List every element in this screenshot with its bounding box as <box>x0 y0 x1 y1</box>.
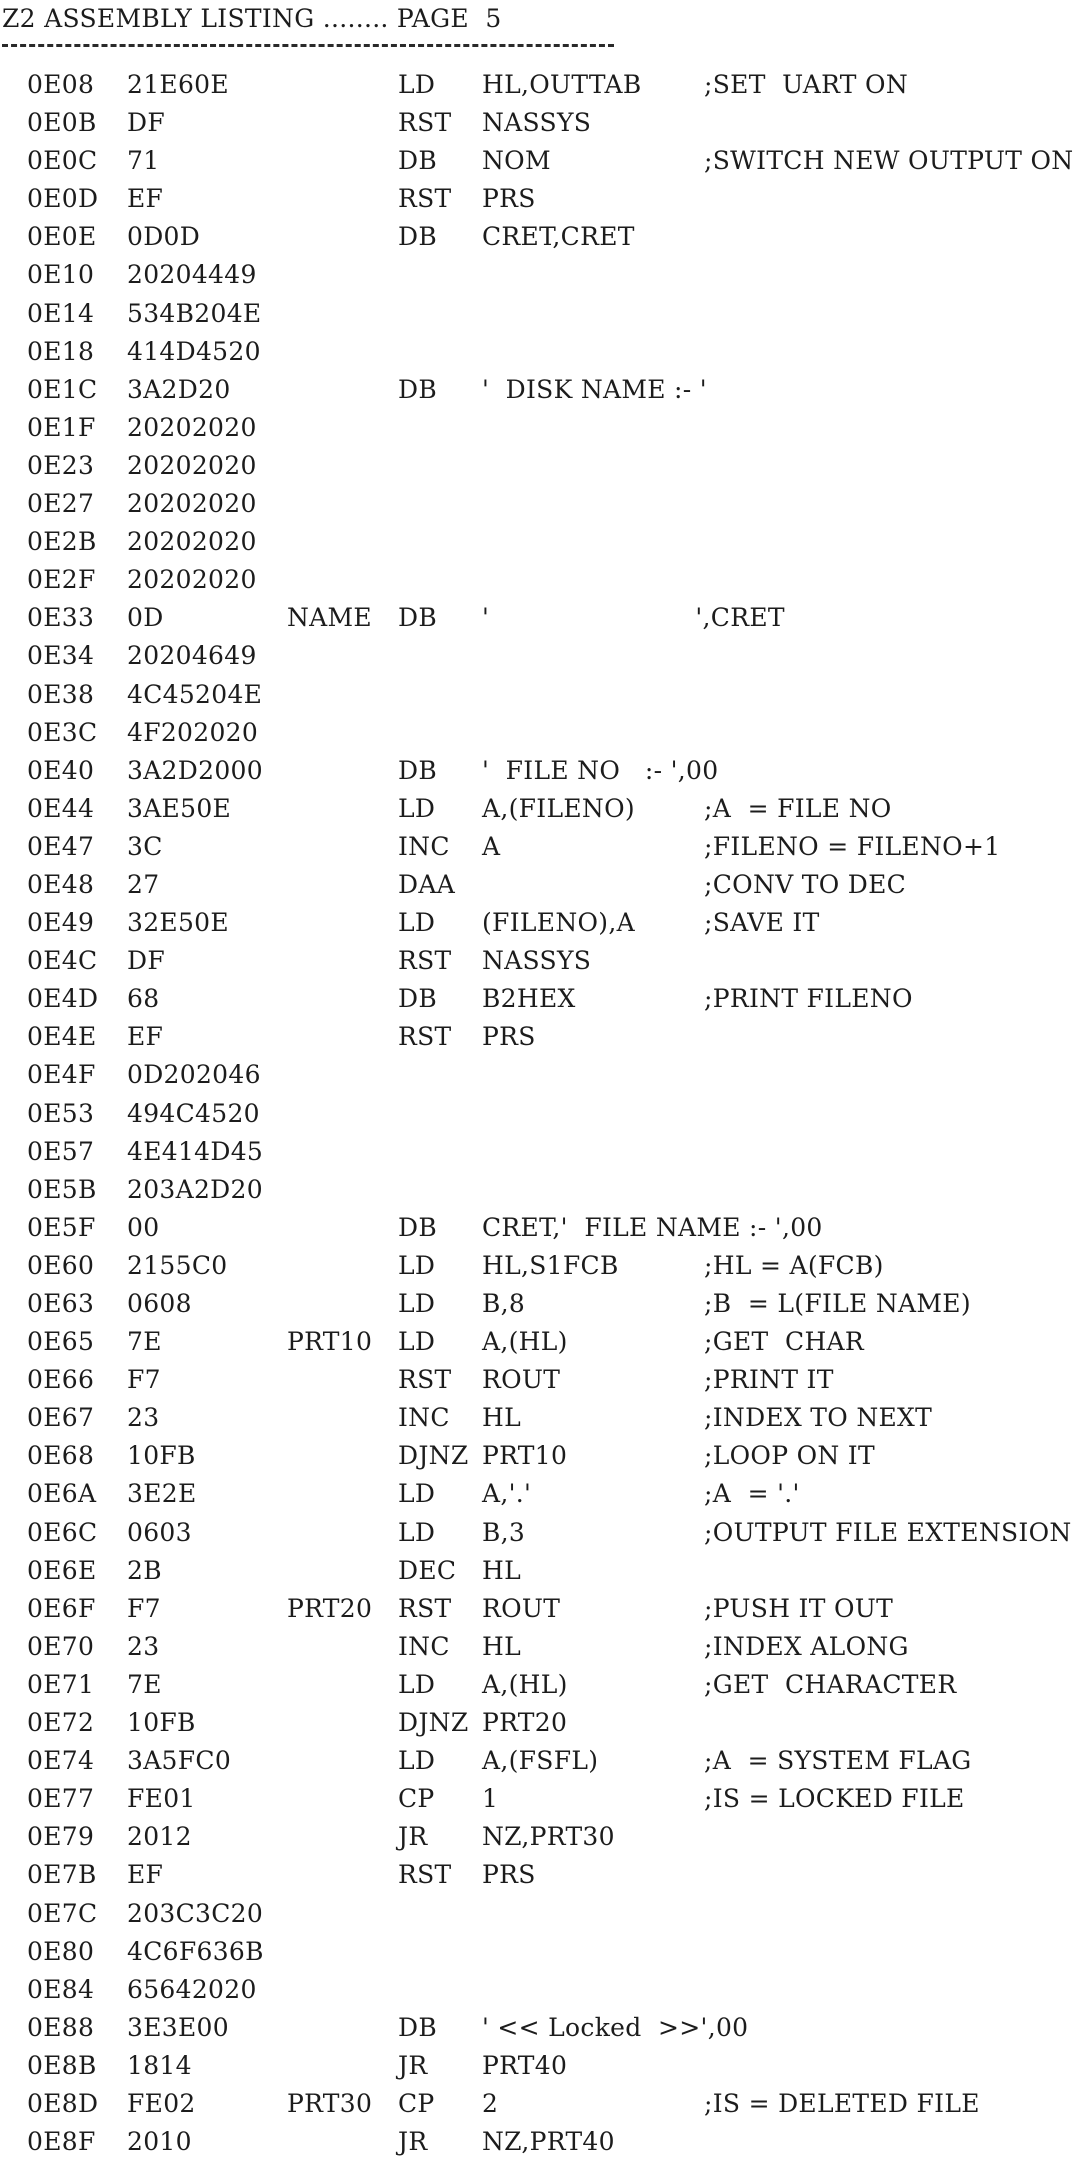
line-operand: NASSYS <box>482 108 592 138</box>
line-operand: A,(FSFL) <box>482 1746 599 1776</box>
line-address: 0E84 <box>27 1974 95 2004</box>
line-address: 0E34 <box>27 641 95 671</box>
line-mnemonic: DAA <box>398 869 456 899</box>
line-object-code: 0608 <box>127 1289 192 1318</box>
line-operand: HL,S1FCB <box>482 1250 619 1280</box>
line-object-code: 3A2D20 <box>127 374 231 404</box>
line-object-code: 0D0D <box>127 222 201 252</box>
line-operand: A,(HL) <box>482 1669 568 1699</box>
line-address: 0E6C <box>27 1517 98 1547</box>
line-object-code: 23 <box>127 1631 160 1661</box>
line-operand: NASSYS <box>482 946 592 976</box>
line-operand: HL <box>482 1631 522 1661</box>
listing-line <box>0 523 1088 561</box>
line-label: NAME <box>287 603 372 633</box>
line-address: 0E88 <box>27 2012 95 2042</box>
listing-line <box>0 1628 1088 1666</box>
line-address: 0E38 <box>27 679 95 709</box>
line-comment: ;OUTPUT FILE EXTENSION <box>704 1517 1072 1547</box>
line-comment: ;SWITCH NEW OUTPUT ON <box>704 146 1074 176</box>
listing-line <box>0 866 1088 904</box>
line-mnemonic: LD <box>398 1250 436 1280</box>
line-operand: NOM <box>482 146 551 176</box>
listing-line <box>0 1971 1088 2009</box>
listing-line <box>0 1590 1088 1628</box>
line-mnemonic: LD <box>398 1517 436 1547</box>
line-comment: ;PUSH IT OUT <box>704 1593 894 1623</box>
listing-line <box>0 218 1088 256</box>
line-operand: HL <box>482 1555 522 1585</box>
line-operand: PRS <box>482 1860 536 1890</box>
listing-line <box>0 66 1088 104</box>
line-object-code: 0603 <box>127 1517 192 1547</box>
line-object-code: 20204449 <box>127 260 257 290</box>
line-address: 0E0D <box>27 184 99 214</box>
line-address: 0E27 <box>27 489 95 519</box>
line-operand: B2HEX <box>482 984 576 1014</box>
line-comment: ;SAVE IT <box>704 908 820 938</box>
line-mnemonic: DJNZ <box>398 1708 469 1738</box>
line-address: 0E63 <box>27 1289 95 1318</box>
line-address: 0E74 <box>27 1746 95 1776</box>
listing-line <box>0 1095 1088 1133</box>
line-operand: (FILENO),A <box>482 908 635 938</box>
line-address: 0E53 <box>27 1098 95 1128</box>
listing-line <box>0 485 1088 523</box>
listing-line <box>0 1742 1088 1780</box>
listing-line <box>0 1209 1088 1247</box>
listing-line <box>0 1399 1088 1437</box>
line-address: 0E10 <box>27 260 95 290</box>
line-object-code: 3E2E <box>127 1479 197 1509</box>
line-operand: ROUT <box>482 1365 561 1395</box>
line-comment: ;IS = DELETED FILE <box>704 2088 980 2118</box>
assembly-listing <box>0 66 1088 2161</box>
listing-line <box>0 1818 1088 1856</box>
line-address: 0E5F <box>27 1212 96 1242</box>
line-mnemonic: LD <box>398 908 436 938</box>
line-object-code: 3C <box>127 831 163 861</box>
listing-line <box>0 561 1088 599</box>
line-operand: B,3 <box>482 1517 526 1547</box>
line-comment: ;INDEX TO NEXT <box>704 1403 933 1433</box>
line-object-code: 3A2D2000 <box>127 755 263 785</box>
line-comment: ;A = SYSTEM FLAG <box>704 1746 972 1776</box>
line-address: 0E67 <box>27 1403 95 1433</box>
listing-line <box>0 2009 1088 2047</box>
line-object-code: 00 <box>127 1212 160 1242</box>
line-object-code: F7 <box>127 1593 161 1623</box>
listing-line <box>0 828 1088 866</box>
page-header: Z2 ASSEMBLY LISTING ........ PAGE 5 <box>2 4 502 33</box>
listing-line <box>0 1285 1088 1323</box>
line-object-code: EF <box>127 1860 164 1890</box>
line-object-code: 10FB <box>127 1441 196 1471</box>
listing-line <box>0 447 1088 485</box>
listing-line <box>0 1666 1088 1704</box>
line-object-code: 20202020 <box>127 412 257 442</box>
listing-line <box>0 2085 1088 2123</box>
line-operand: PRS <box>482 184 536 214</box>
line-operand: PRS <box>482 1022 536 1052</box>
listing-line <box>0 637 1088 675</box>
line-object-code: 3E3E00 <box>127 2012 229 2042</box>
line-address: 0E60 <box>27 1250 95 1280</box>
line-object-code: 65642020 <box>127 1974 257 2004</box>
line-object-code: 10FB <box>127 1708 196 1738</box>
line-mnemonic: LD <box>398 1479 436 1509</box>
line-object-code: FE02 <box>127 2088 196 2118</box>
line-object-code: EF <box>127 1022 164 1052</box>
line-address: 0E68 <box>27 1441 95 1471</box>
line-mnemonic: RST <box>398 1022 452 1052</box>
line-object-code: 27 <box>127 869 160 899</box>
listing-line <box>0 1933 1088 1971</box>
line-object-code: 7E <box>127 1669 162 1699</box>
line-mnemonic: DJNZ <box>398 1441 469 1471</box>
line-object-code: 4E414D45 <box>127 1136 264 1166</box>
line-mnemonic: LD <box>398 1289 436 1318</box>
line-address: 0E4D <box>27 984 99 1014</box>
line-operand: 1 <box>482 1784 499 1814</box>
line-mnemonic: DB <box>398 603 438 633</box>
line-address: 0E65 <box>27 1327 95 1357</box>
line-address: 0E6A <box>27 1479 97 1509</box>
line-object-code: 20204649 <box>127 641 257 671</box>
line-object-code: 4C6F636B <box>127 1936 264 1966</box>
line-address: 0E6E <box>27 1555 97 1585</box>
line-operand: NZ,PRT30 <box>482 1822 615 1852</box>
line-comment: ;PRINT IT <box>704 1365 834 1395</box>
line-object-code: 203C3C20 <box>127 1898 264 1928</box>
line-operand: CRET,CRET <box>482 222 635 252</box>
line-object-code: F7 <box>127 1365 161 1395</box>
line-address: 0E7C <box>27 1898 98 1928</box>
line-mnemonic: DB <box>398 984 438 1014</box>
listing-line <box>0 904 1088 942</box>
line-object-code: 0D <box>127 603 164 633</box>
listing-line <box>0 1018 1088 1056</box>
line-mnemonic: CP <box>398 1784 435 1814</box>
line-mnemonic: LD <box>398 1746 436 1776</box>
listing-line <box>0 1133 1088 1171</box>
listing-line <box>0 142 1088 180</box>
line-object-code: 203A2D20 <box>127 1174 263 1204</box>
line-object-code: 20202020 <box>127 527 257 557</box>
line-operand: B,8 <box>482 1289 526 1318</box>
listing-line <box>0 1361 1088 1399</box>
listing-line <box>0 295 1088 333</box>
line-mnemonic: INC <box>398 1631 450 1661</box>
line-mnemonic: DB <box>398 755 438 785</box>
line-object-code: FE01 <box>127 1784 196 1814</box>
listing-line <box>0 1704 1088 1742</box>
line-address: 0E1F <box>27 412 96 442</box>
line-operand: PRT10 <box>482 1441 568 1471</box>
line-object-code: 71 <box>127 146 160 176</box>
line-mnemonic: RST <box>398 1860 452 1890</box>
listing-line <box>0 599 1088 637</box>
line-label: PRT20 <box>287 1593 373 1623</box>
line-object-code: 20202020 <box>127 489 257 519</box>
line-address: 0E1C <box>27 374 98 404</box>
line-comment: ;A = '.' <box>704 1479 800 1509</box>
line-mnemonic: INC <box>398 1403 450 1433</box>
line-mnemonic: JR <box>398 2050 428 2080</box>
line-comment: ;GET CHARACTER <box>704 1669 957 1699</box>
line-address: 0E71 <box>27 1669 95 1699</box>
line-address: 0E77 <box>27 1784 95 1814</box>
line-mnemonic: JR <box>398 2127 428 2157</box>
line-label: PRT10 <box>287 1327 373 1357</box>
line-address: 0E8B <box>27 2050 97 2080</box>
listing-line <box>0 1247 1088 1285</box>
line-mnemonic: DB <box>398 1212 438 1242</box>
listing-line <box>0 1895 1088 1933</box>
line-address: 0E18 <box>27 336 95 366</box>
line-comment: ;PRINT FILENO <box>704 984 913 1014</box>
line-operand: ' ',CRET <box>482 603 785 633</box>
line-address: 0E66 <box>27 1365 95 1395</box>
listing-line <box>0 1780 1088 1818</box>
line-mnemonic: RST <box>398 184 452 214</box>
line-address: 0E5B <box>27 1174 97 1204</box>
line-address: 0E0C <box>27 146 98 176</box>
line-comment: ;LOOP ON IT <box>704 1441 875 1471</box>
listing-line <box>0 256 1088 294</box>
line-address: 0E48 <box>27 869 95 899</box>
line-mnemonic: INC <box>398 831 450 861</box>
line-comment: ;INDEX ALONG <box>704 1631 909 1661</box>
listing-line <box>0 1552 1088 1590</box>
listing-line <box>0 1437 1088 1475</box>
line-address: 0E70 <box>27 1631 95 1661</box>
line-mnemonic: RST <box>398 1365 452 1395</box>
line-operand: HL,OUTTAB <box>482 70 642 99</box>
line-address: 0E4C <box>27 946 98 976</box>
line-address: 0E8F <box>27 2127 96 2157</box>
listing-line <box>0 2047 1088 2085</box>
line-address: 0E8D <box>27 2088 99 2118</box>
line-address: 0E33 <box>27 603 95 633</box>
line-mnemonic: CP <box>398 2088 435 2118</box>
line-object-code: 32E50E <box>127 908 229 938</box>
line-operand: PRT20 <box>482 1708 568 1738</box>
listing-line <box>0 752 1088 790</box>
line-address: 0E6F <box>27 1593 96 1623</box>
listing-line <box>0 1514 1088 1552</box>
line-object-code: 534B204E <box>127 298 262 328</box>
line-object-code: EF <box>127 184 164 214</box>
line-address: 0E14 <box>27 298 95 328</box>
line-address: 0E7B <box>27 1860 97 1890</box>
listing-line <box>0 333 1088 371</box>
line-operand: ' FILE NO :- ',00 <box>482 755 719 785</box>
line-operand: 2 <box>482 2088 499 2118</box>
line-mnemonic: RST <box>398 108 452 138</box>
line-address: 0E44 <box>27 793 95 823</box>
line-address: 0E0B <box>27 108 97 138</box>
line-object-code: 3A5FC0 <box>127 1746 232 1776</box>
listing-line <box>0 1056 1088 1094</box>
line-comment: ;SET UART ON <box>704 70 908 99</box>
line-label: PRT30 <box>287 2088 373 2118</box>
listing-line <box>0 409 1088 447</box>
line-mnemonic: LD <box>398 793 436 823</box>
line-operand: A,(FILENO) <box>482 793 635 823</box>
line-operand: HL <box>482 1403 522 1433</box>
listing-line <box>0 790 1088 828</box>
line-address: 0E47 <box>27 831 95 861</box>
line-object-code: 2010 <box>127 2127 192 2157</box>
line-address: 0E40 <box>27 755 95 785</box>
line-object-code: 2155C0 <box>127 1250 228 1280</box>
line-object-code: 20202020 <box>127 450 257 480</box>
line-mnemonic: LD <box>398 1327 436 1357</box>
line-operand: ' DISK NAME :- ' <box>482 374 707 404</box>
line-address: 0E49 <box>27 908 95 938</box>
line-object-code: 23 <box>127 1403 160 1433</box>
line-mnemonic: DB <box>398 2012 438 2042</box>
line-operand: NZ,PRT40 <box>482 2127 615 2157</box>
line-object-code: DF <box>127 946 165 976</box>
listing-line <box>0 1323 1088 1361</box>
line-object-code: DF <box>127 108 165 138</box>
listing-line <box>0 104 1088 142</box>
line-address: 0E08 <box>27 70 95 99</box>
line-operand: A,'.' <box>482 1479 532 1509</box>
line-mnemonic: DB <box>398 146 438 176</box>
line-object-code: 3AE50E <box>127 793 232 823</box>
line-object-code: 0D202046 <box>127 1060 261 1090</box>
line-address: 0E4F <box>27 1060 96 1090</box>
line-address: 0E72 <box>27 1708 95 1738</box>
line-address: 0E0E <box>27 222 97 252</box>
line-comment: ;HL = A(FCB) <box>704 1250 884 1280</box>
line-object-code: 2012 <box>127 1822 192 1852</box>
line-address: 0E80 <box>27 1936 95 1966</box>
line-object-code: 2B <box>127 1555 162 1585</box>
line-address: 0E23 <box>27 450 95 480</box>
line-object-code: 4F202020 <box>127 717 259 747</box>
line-comment: ;B = L(FILE NAME) <box>704 1289 971 1318</box>
listing-line <box>0 1856 1088 1894</box>
line-operand: PRT40 <box>482 2050 568 2080</box>
listing-line <box>0 180 1088 218</box>
line-address: 0E2F <box>27 565 96 595</box>
line-address: 0E2B <box>27 527 97 557</box>
line-operand: CRET,' FILE NAME :- ',00 <box>482 1212 823 1242</box>
line-operand: ROUT <box>482 1593 561 1623</box>
line-mnemonic: LD <box>398 1669 436 1699</box>
line-comment: ;IS = LOCKED FILE <box>704 1784 965 1814</box>
listing-line <box>0 1171 1088 1209</box>
listing-line <box>0 942 1088 980</box>
line-object-code: 20202020 <box>127 565 257 595</box>
line-mnemonic: DEC <box>398 1555 457 1585</box>
line-object-code: 494C4520 <box>127 1098 260 1128</box>
line-operand: ' << Locked >>',00 <box>482 2012 749 2042</box>
listing-line <box>0 676 1088 714</box>
line-object-code: 7E <box>127 1327 162 1357</box>
line-mnemonic: RST <box>398 1593 452 1623</box>
line-mnemonic: DB <box>398 374 438 404</box>
listing-line <box>0 1475 1088 1513</box>
line-address: 0E3C <box>27 717 98 747</box>
line-comment: ;CONV TO DEC <box>704 869 907 899</box>
line-object-code: 4C45204E <box>127 679 263 709</box>
header-divider <box>2 44 614 47</box>
line-object-code: 1814 <box>127 2050 192 2080</box>
line-mnemonic: RST <box>398 946 452 976</box>
line-operand: A <box>482 831 501 861</box>
line-object-code: 414D4520 <box>127 336 261 366</box>
line-address: 0E79 <box>27 1822 95 1852</box>
line-mnemonic: JR <box>398 1822 428 1852</box>
line-comment: ;FILENO = FILENO+1 <box>704 831 1001 861</box>
line-comment: ;A = FILE NO <box>704 793 892 823</box>
line-object-code: 21E60E <box>127 70 229 99</box>
line-address: 0E4E <box>27 1022 97 1052</box>
line-mnemonic: LD <box>398 70 436 99</box>
line-mnemonic: DB <box>398 222 438 252</box>
line-address: 0E57 <box>27 1136 95 1166</box>
listing-line <box>0 2123 1088 2161</box>
listing-line <box>0 371 1088 409</box>
line-comment: ;GET CHAR <box>704 1327 865 1357</box>
listing-line <box>0 980 1088 1018</box>
listing-line <box>0 714 1088 752</box>
line-operand: A,(HL) <box>482 1327 568 1357</box>
line-object-code: 68 <box>127 984 160 1014</box>
